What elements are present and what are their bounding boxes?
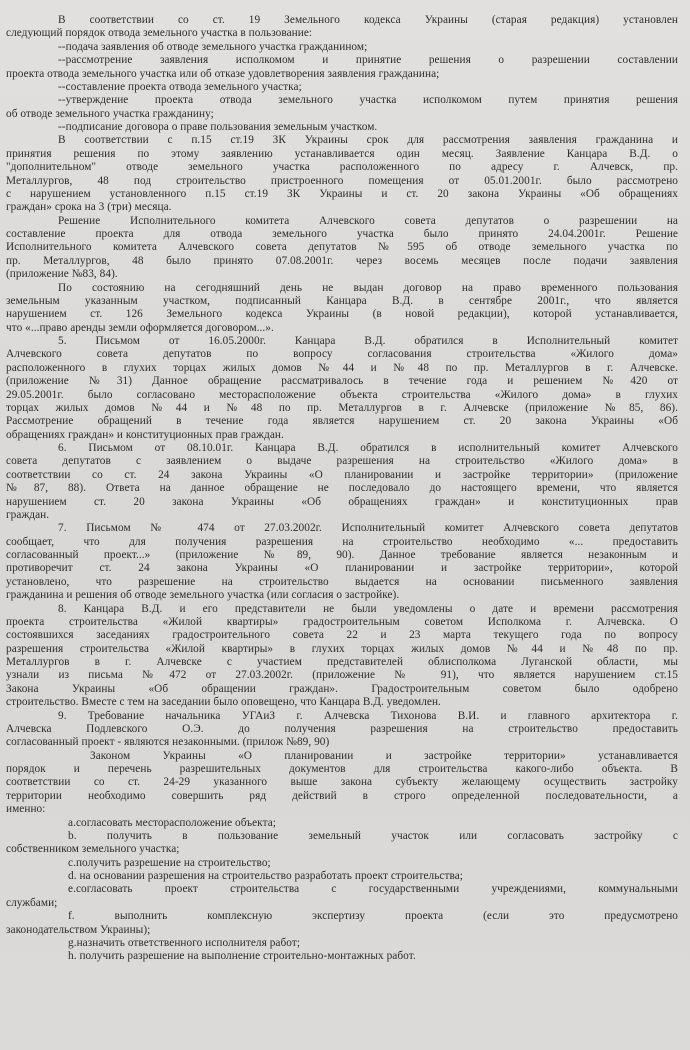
text-line: 7. Письмом № 474 от 27.03.2002г. Исполнительный комитет Алчевского совета депутатов bbox=[58, 522, 678, 535]
text-line: Металлургов в г. Алчевске с участием представителей облисполкома Луганской области, мы bbox=[6, 656, 678, 668]
text-line: 9. Требование начальника УГАиЗ г. Алчевска Тихонова В.И. и главного архитектора г. bbox=[58, 709, 678, 722]
text-line: установлено, что разрешение на строительство выдается на основании письменного заявления bbox=[6, 575, 678, 588]
document-body bbox=[6, 14, 678, 964]
text-line: с нарушением установленного п.15 ст.19 ЗК Украины и ст. 20 закона Украины «Об обращениях bbox=[6, 187, 678, 200]
text-line: Алчевского совета депутатов по вопросу согласования строительства «Жилого дома» bbox=[6, 348, 678, 361]
text-line: 5. Письмом от 16.05.2000г. Канцара В.Д. обратился в Исполнительный комитет bbox=[58, 335, 678, 347]
text-line: граждан. bbox=[6, 508, 50, 521]
text-line: Металлургов, 48 под строительство пристроенного помещения от 05.01.2001г. было рассмотрено bbox=[6, 174, 678, 187]
text-line: граждан» срока на 3 (три) месяца. bbox=[6, 201, 172, 214]
text-line: что «...право аренды земли оформляется договором...». bbox=[6, 321, 274, 334]
text-line: Рассмотрение обращений в течение года является нарушением ст. 20 закона Украины «Об bbox=[6, 415, 678, 428]
text-line: Законом Украины «О планировании и застройке территории» устанавливается bbox=[90, 749, 678, 762]
text-line: нарушением ст. 20 закона Украины «Об обращениях граждан» и конституционных прав bbox=[6, 495, 678, 508]
text-line: --составление проекта отвода земельного участка; bbox=[58, 80, 302, 93]
text-line: согласованный проект - являются незаконными. (прилож №89, 90) bbox=[6, 736, 330, 749]
text-line: соответствии со ст. 24-29 указанного выше закона субъекту желающему осуществить застройку bbox=[6, 776, 678, 789]
text-line: h. получить разрешение на выполнение строительно-монтажных работ. bbox=[68, 950, 416, 963]
text-line: строительство. Вместе с тем на заседании было оповещено, что Канцара В.Д. уведомлен. bbox=[6, 696, 441, 709]
text-line: проекта строительства «Жилой квартиры» градостроительным советом Исполкома г. Алчевска. О bbox=[6, 615, 678, 628]
text-line: службами; bbox=[6, 896, 58, 909]
text-line: сообщает, что для получения разрешения на строительство необходимо «... предоставить bbox=[6, 535, 678, 548]
text-line: e.согласовать проект строительства с государственными учреждениями, коммунальными bbox=[68, 883, 678, 896]
text-line: c.получить разрешение на строительство; bbox=[68, 856, 271, 869]
text-line: Решение Исполнительного комитета Алчевского совета депутатов о разрешении на bbox=[58, 214, 678, 227]
text-line: 8. Канцара В.Д. и его представители не были уведомлены о дате и времени рассмотрения bbox=[58, 602, 678, 615]
text-line: пр. Металлургов, 48 было принято 07.08.2001г. через восемь месяцев после подачи заявления bbox=[6, 254, 678, 267]
text-line: --подача заявления об отводе земельного участка гражданином; bbox=[58, 40, 368, 53]
text-line: В соответствии со ст. 19 Земельного кодекса Украины (старая редакция) установлен bbox=[58, 14, 678, 26]
text-line: собственником земельного участка; bbox=[6, 843, 180, 856]
text-line: совета депутатов с заявлением о выдаче разрешения на строительство «Жилого дома» в bbox=[6, 455, 678, 468]
text-line: земельным указанным участком, подписанный Канцара В.Д. в сентябре 2001г., что является bbox=[6, 294, 678, 307]
text-line: --подписание договора о праве пользования земельным участком. bbox=[58, 121, 378, 133]
text-line: расположенного в глухих торцах жилых домов №44 и №48 по пр. Металлургов в г. Алчевске. bbox=[6, 361, 678, 374]
text-line: №87, 88). Ответа на данное обращение не последовало до настоящего времени, что является bbox=[6, 482, 678, 495]
text-line: согласованный проект...» (приложение №89, 90). Данное требование является незаконным и bbox=[6, 549, 678, 561]
text-line: гражданина и решения об отводе земельного участка (или согласия о застройке). bbox=[6, 589, 400, 602]
text-line: разрешения строительства «Жилой квартиры» в глухих торцах жилых домов №44 и №48 по пр. bbox=[6, 642, 678, 655]
text-line: принятия решения по этому заявлению устанавливается один месяц. Заявление Канцара В.Д. о bbox=[6, 147, 678, 160]
text-line: порядок и перечень разрешительных документов для строительства какого-либо объекта. В bbox=[6, 763, 678, 775]
text-line: По состоянию на сегодняшний день не выдан договор на право временного пользования bbox=[58, 281, 678, 294]
text-line: нарушением ст. 126 Земельного кодекса Украины (в новой редакции), которой устанавливается, bbox=[6, 308, 678, 321]
text-line: b. получить в пользование земельный участок или согласовать застройку с bbox=[68, 829, 678, 842]
text-line: (приложение №83, 84). bbox=[6, 268, 118, 281]
text-line: g.назначить ответственного исполнителя работ; bbox=[68, 936, 301, 949]
text-line: Алчевска Подлевского О.Э. до получения разрешения на строительство предоставить bbox=[6, 722, 678, 735]
text-line: территории необходимо совершить ряд действий в строго определенной последовательности, а bbox=[6, 789, 678, 802]
text-line: d. на основании разрешения на строительство разработать проект строительства; bbox=[68, 870, 463, 882]
text-line: об отводе земельного участка гражданину; bbox=[6, 107, 214, 120]
text-line: противоречит ст. 24 закона Украины «О планировании и застройке территории», которой bbox=[6, 562, 678, 575]
text-line: Закона Украины «Об обращении граждан». Градостроительным советом было одобрено bbox=[6, 682, 678, 695]
text-line: составление проекта для отвода земельного участка было принято 24.04.2001г. Решение bbox=[6, 228, 678, 240]
text-line: законодательством Украины); bbox=[6, 923, 151, 936]
text-line: узнали из письма №472 от 27.03.2002г. (приложение № 91), что является нарушением ст.15 bbox=[6, 669, 678, 682]
text-line: соответствии со ст. 24 закона Украины «О планировании и застройке территории» (приложение bbox=[6, 468, 678, 481]
text-line: состоявшихся заседаниях градостроительного совета 22 и 23 марта текущего года по вопросу bbox=[6, 629, 678, 642]
text-line: "дополнительном" отводе земельного участка расположенного по адресу г. Алчевск, пр. bbox=[6, 161, 678, 174]
text-line: 29.05.2001г. было согласовано месторасположение объекта строительства «Жилого дома» в глухих bbox=[6, 388, 678, 401]
text-line: следующий порядок отвода земельного участка в пользование: bbox=[6, 27, 313, 40]
text-line: (приложение №31) Данное обращение рассматривалось в течение года и решением №420 от bbox=[6, 375, 678, 388]
text-line: f. выполнить комплексную экспертизу проекта (если это предусмотрено bbox=[68, 910, 678, 923]
text-line: Исполнительного комитета Алчевского совета депутатов №595 об отводе земельного участка по bbox=[6, 241, 678, 254]
text-line: торцах жилых домов №44 и №48 по пр. Металлургов в г. Алчевске (приложение №85, 86). bbox=[6, 401, 678, 414]
text-line: именно: bbox=[6, 803, 46, 816]
text-line: a.согласовать месторасположение объекта; bbox=[68, 816, 276, 829]
text-line: --рассмотрение заявления исполкомом и принятие решения о разрешении составлении bbox=[58, 54, 678, 67]
text-line: проекта отвода земельного участка или об отказе удовлетворения заявления гражданина; bbox=[6, 67, 440, 80]
text-line: В соответствии с п.15 ст.19 ЗК Украины срок для рассмотрения заявления гражданина и bbox=[58, 134, 678, 147]
text-line: --утверждение проекта отвода земельного участка исполкомом путем принятия решения bbox=[58, 94, 678, 107]
text-line: 6. Письмом от 08.10.01г. Канцара В.Д. обратился в исполнительный комитет Алчевского bbox=[58, 442, 678, 454]
text-line: обращениях граждан» и конституционных прав граждан. bbox=[6, 428, 284, 441]
